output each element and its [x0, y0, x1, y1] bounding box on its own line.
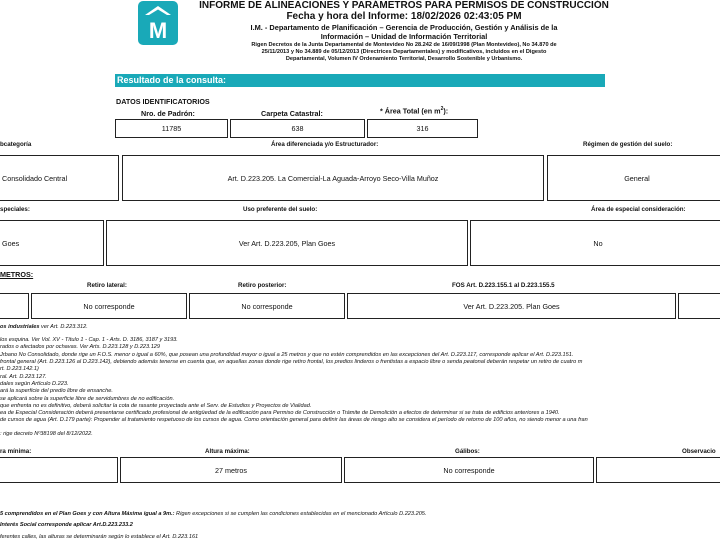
- carpeta-value: 638: [230, 119, 365, 138]
- observaciones-value: [596, 457, 720, 483]
- area-diferenciada-value: Art. D.223.205. La Comercial-La Aguada-Arroyo Seco-Villa Muñoz: [122, 155, 544, 201]
- area-diferenciada-label: Área diferenciada y/o Estructurador:: [271, 141, 379, 148]
- note-ensanche: ará la superficie del predio libre de ensanche.: [0, 388, 113, 394]
- param-cell-empty-left: [0, 293, 29, 319]
- fos-label: FOS Art. D.223.155.1 al D.223.155.5: [452, 282, 555, 289]
- regimen-value: General: [547, 155, 720, 201]
- decree-line-1: Rigen Decretos de la Junta Departamental de Montevideo No 28.242 de 16/09/1998 (Plan Montevideo), No 34.870 de: [251, 42, 557, 48]
- note-rasante: que enfrenta no es definitivo, deberá solicitar la cota de rasante proyectada ante el Serv. de Estudios y Proyectos de Vialidad.: [0, 403, 312, 409]
- carpeta-label: Carpeta Catastral:: [261, 109, 323, 118]
- especiales-value: Goes: [0, 220, 104, 266]
- note-decreto: : rige decreto Nº38198 del 8/12/2022.: [0, 431, 93, 437]
- im-logo: [138, 1, 178, 45]
- padron-label: Nro. de Padrón:: [141, 109, 195, 118]
- galibos-value: No corresponde: [344, 457, 594, 483]
- area-total-label: * Área Total (en $m^2$):: [380, 106, 449, 116]
- logo-letter: M: [148, 18, 168, 43]
- report-title: INFORME DE ALINEACIONES Y PARÁMETROS PARA PERMISOS DE CONSTRUCCIÓN: [199, 0, 609, 11]
- uso-preferente-label: Uso preferente del suelo:: [243, 206, 318, 213]
- parametros-title: METROS:: [0, 270, 34, 279]
- note-interes-social: Interés Social corresponde aplicar Art.D.223.233.2: [0, 522, 133, 528]
- altura-minima-label: ra mínima:: [0, 448, 32, 455]
- note-servidumbres: se aplicará sobre la superficie libre de servidumbres de no edificación.: [0, 396, 175, 402]
- report-header: [186, 0, 622, 62]
- note-ochavas: rados o afectados por ochavas. Ver Arts. D.223.128 y D.223.129: [0, 344, 161, 350]
- note-especial-consideracion: ea de Especial Consideración deberá presentarse certificado profesional de antigüedad de la edificación para Permiso de Construcción o Trámite de Demolición a efectos de determinar si se trata de edificios anteriores a 1940.: [0, 410, 560, 416]
- note-plan-goes-altura: 5 comprendidos en el Plan Goes y con Altura Máxima igual a 9m.: Rigen excepciones si se cumplen las condiciones establecidas en el mencionado Artículo D.223.205.: [0, 511, 427, 517]
- altura-maxima-value: 27 metros: [120, 457, 342, 483]
- area-especial-label: Área de especial consideración:: [591, 206, 686, 213]
- retiro-posterior-value: No corresponde: [189, 293, 345, 319]
- decree-line-2: 25/11/2013 y No 34.889 de 05/12/2013 (Directrices Departamentales) y modificativos, incluidos en el Digesto: [261, 48, 547, 55]
- dept-line-2: Información – Unidad de Información Territorial: [320, 32, 488, 41]
- area-total-value: 316: [367, 119, 478, 138]
- param-cell-empty-right: [678, 293, 720, 319]
- note-cursos-agua: de cursos de agua (Art. D.179 parte): Propender al tratamiento respetuoso de los cursos de agua. Como orientación general para definir las áreas de riesgo alto se considera el período de retorno de 100 años, no siendo menor a una fran: [0, 417, 588, 423]
- altura-minima-value: [0, 457, 118, 483]
- dept-line-1: I.M. - Departamento de Planificación – Gerencia de Producción, Gestión y Análisis de la: [250, 23, 558, 32]
- decree-line-3: Departamental, Volumen IV Ordenamiento Territorial, Desarrollo Sostenible y Urbanismo.: [285, 55, 523, 62]
- uso-preferente-value: Ver Art. D.223.205, Plan Goes: [106, 220, 468, 266]
- identificatorios-title: DATOS IDENTIFICATORIOS: [116, 97, 210, 106]
- note-esquina: los esquina. Ver Vol. XV - Título 1 - Cap. 1 - Arts. D. 3186, 3187 y 3193.: [0, 337, 178, 343]
- note-industriales: os industriales ver Art. D.223.312.: [0, 324, 88, 330]
- note-segun-articulo: dales según Artículo D.223.: [0, 381, 69, 387]
- galibos-label: Gálibos:: [455, 448, 480, 455]
- im-logo-icon: [138, 1, 178, 45]
- padron-value: 11785: [115, 119, 228, 138]
- subcategoria-label: bcategoría: [0, 141, 32, 148]
- report-datetime: Fecha y hora del Informe: 18/02/2026 02:43:05 PM: [286, 11, 522, 22]
- especiales-label: speciales:: [0, 206, 30, 213]
- retiro-lateral-label: Retiro lateral:: [87, 282, 127, 289]
- note-retiro-frontal: frontal general (Art. D.223.126 al D.223.142), debiendo además tenerse en cuenta que, en aquellas zonas donde rige retiro frontal, los predios linderos o frentistas a espacio libre o senda peatonal deberán respetar un retiro de cuatro m: [0, 359, 583, 365]
- note-fos: Jrbano No Consolidado, donde rige un F.O.S. menor o igual a 60%, que posean una profundidad mayor o igual a 25 metros y que no estén comprendidos en las excepciones del Art. D.223.117, corresponde aplicar el Art. D.223.151.: [0, 352, 574, 358]
- observaciones-label: Observacio: [682, 448, 716, 455]
- regimen-label: Régimen de gestión del suelo:: [583, 141, 673, 148]
- result-bar: Resultado de la consulta:: [115, 74, 605, 86]
- result-bar-underline: [115, 86, 605, 87]
- area-especial-value: No: [470, 220, 720, 266]
- note-diferentes-calles: ferentes calles, las alturas se determinarán según lo establece el Art. D.223.161: [0, 534, 199, 540]
- subcategoria-value: Consolidado Central: [0, 155, 119, 201]
- retiro-posterior-label: Retiro posterior:: [238, 282, 287, 289]
- fos-value: Ver Art. D.223.205. Plan Goes: [347, 293, 676, 319]
- note-art-142: rt. D.223.142.1): [0, 366, 39, 372]
- altura-maxima-label: Altura máxima:: [205, 448, 250, 455]
- retiro-lateral-value: No corresponde: [31, 293, 187, 319]
- note-art-127: ral. Art. D.223.127.: [0, 374, 47, 380]
